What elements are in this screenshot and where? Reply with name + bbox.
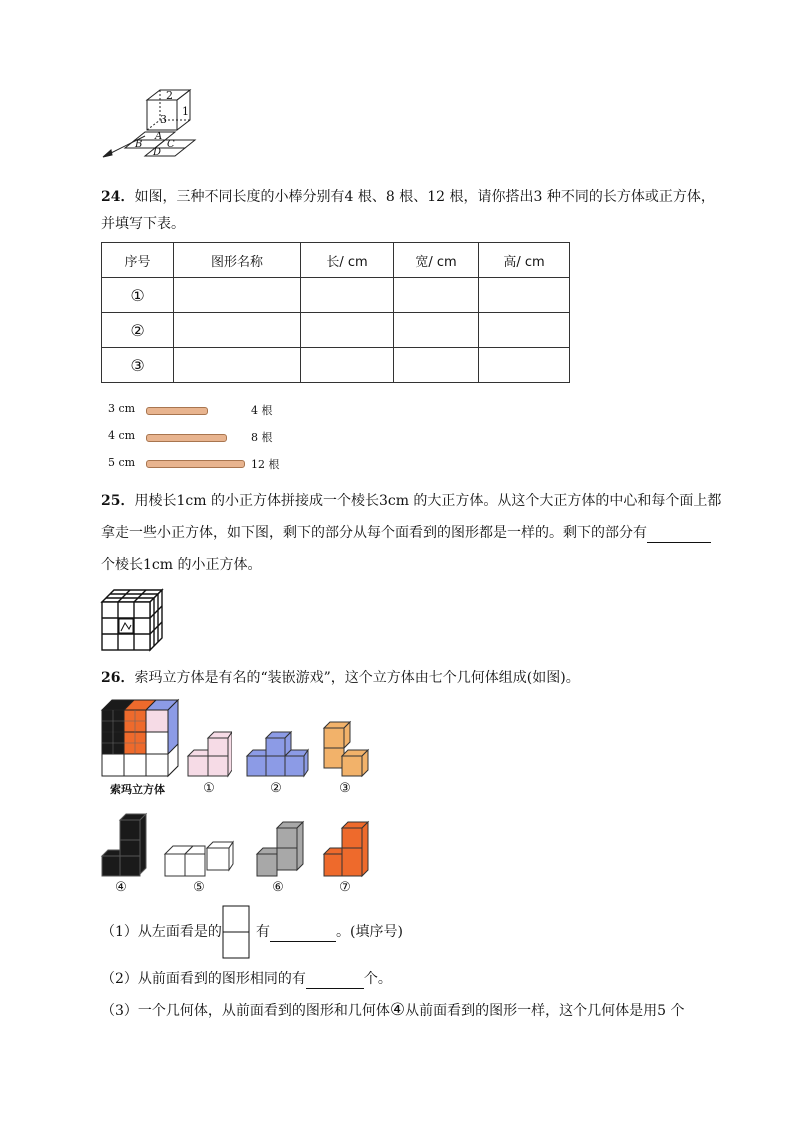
row-number: ① [102, 278, 174, 313]
sub-question-text: 有 [256, 924, 270, 940]
q24-line1 [101, 187, 715, 207]
stick-length-label: 4 cm [108, 429, 136, 442]
answer-blank[interactable] [647, 526, 711, 543]
stick-length-label: 5 cm [108, 456, 136, 469]
row-number: ② [102, 313, 174, 348]
question-text: 索玛立方体是有名的“装嵌游戏”，这个立方体由七个几何体组成(如图)。 [134, 670, 580, 686]
answer-cell[interactable] [174, 348, 301, 383]
piece-label: ① [203, 781, 215, 796]
row-number: ③ [102, 348, 174, 383]
soma-cube-figure [100, 698, 180, 778]
answer-cell[interactable] [174, 313, 301, 348]
left-view-shape [222, 905, 250, 959]
question-text: 用棱长1cm 的小正方体拼接成一个棱长3cm 的大正方体。从这个大正方体的中心和每个面上都 [134, 493, 722, 509]
sub-question-1-tail [256, 922, 403, 942]
table-row [102, 313, 570, 348]
face-label: 3 [160, 113, 167, 126]
stick-length-label: 3 cm [108, 402, 136, 415]
sub-question-3 [101, 1000, 685, 1021]
net-label: C [167, 139, 175, 150]
answer-cell[interactable] [479, 313, 570, 348]
face-label: 2 [166, 89, 173, 102]
answer-cell[interactable] [301, 348, 394, 383]
net-label: A [155, 131, 163, 142]
stick-count-label: 12 根 [251, 458, 280, 471]
header-cell: 长/ cm [301, 243, 394, 278]
q26-line1 [101, 668, 580, 688]
sub-question-text: 。(填序号) [336, 924, 403, 940]
sticks-figure [108, 400, 308, 475]
sub-question-text: 个。 [363, 971, 392, 987]
stick-3cm [146, 407, 208, 415]
question-text: 如图，三种不同长度的小棒分别有4 根、8 根、12 根，请你搭出3 种不同的长方体或正方体， [134, 189, 715, 205]
answer-cell[interactable] [301, 278, 394, 313]
answer-table [101, 242, 570, 383]
piece-label: ⑤ [193, 880, 205, 895]
stick-count-label: 4 根 [251, 404, 273, 417]
piece-5-figure [163, 840, 235, 878]
stick-4cm [146, 434, 227, 442]
table-row [102, 348, 570, 383]
piece-6-figure [253, 820, 305, 878]
piece-label: ⑥ [272, 880, 284, 895]
sub-question-text: （1）从左面看是的 [101, 924, 222, 940]
piece-3-figure [322, 720, 370, 778]
answer-cell[interactable] [394, 348, 479, 383]
answer-cell[interactable] [394, 313, 479, 348]
header-cell: 图形名称 [174, 243, 301, 278]
answer-cell[interactable] [479, 278, 570, 313]
header-cell: 高/ cm [479, 243, 570, 278]
stick-5cm [146, 460, 245, 468]
question-number: 25． [101, 493, 135, 509]
net-label: B [135, 139, 143, 150]
header-cell: 宽/ cm [394, 243, 479, 278]
net-label: D [153, 147, 162, 158]
answer-blank[interactable] [270, 925, 336, 942]
answer-blank[interactable] [306, 972, 364, 989]
question-number: 24． [101, 189, 135, 205]
q25-line3: 个棱长1cm 的小正方体。 [101, 557, 262, 573]
answer-cell[interactable] [301, 313, 394, 348]
sub-question-text: 从前面看到的图形一样，这个几何体是用5 个 [405, 1003, 685, 1019]
stick-count-label: 8 根 [251, 431, 273, 444]
face-label: 1 [182, 105, 189, 118]
piece-label: ④ [115, 880, 127, 895]
header-cell: 序号 [102, 243, 174, 278]
piece-2-figure [245, 730, 309, 778]
piece-label: ③ [339, 781, 351, 796]
sub-question-2 [101, 969, 392, 989]
cube-net-figure [95, 82, 210, 162]
q25-line1 [101, 491, 721, 511]
sub-question-1 [101, 922, 222, 942]
answer-cell[interactable] [479, 348, 570, 383]
piece-label: ⑦ [339, 880, 351, 895]
piece-7-figure [322, 820, 372, 878]
q24-line2: 并填写下表。 [101, 216, 185, 232]
piece-1-figure [186, 730, 232, 778]
soma-cube-caption: 索玛立方体 [110, 783, 165, 796]
answer-cell[interactable] [174, 278, 301, 313]
circled-number: ④ [389, 1000, 406, 1020]
hollow-cube-figure [100, 588, 164, 652]
piece-label: ② [270, 781, 282, 796]
table-header-row [102, 243, 570, 278]
table-row [102, 278, 570, 313]
piece-4-figure [100, 812, 148, 878]
sub-question-text: （3）一个几何体，从前面看到的图形和几何体 [101, 1003, 390, 1019]
answer-cell[interactable] [394, 278, 479, 313]
question-number: 26． [101, 670, 135, 686]
sub-question-text: （2）从前面看到的图形相同的有 [101, 971, 306, 987]
q25-line2 [101, 523, 711, 543]
question-text: 拿走一些小正方体，如下图，剩下的部分从每个面看到的图形都是一样的。剩下的部分有 [101, 525, 647, 541]
